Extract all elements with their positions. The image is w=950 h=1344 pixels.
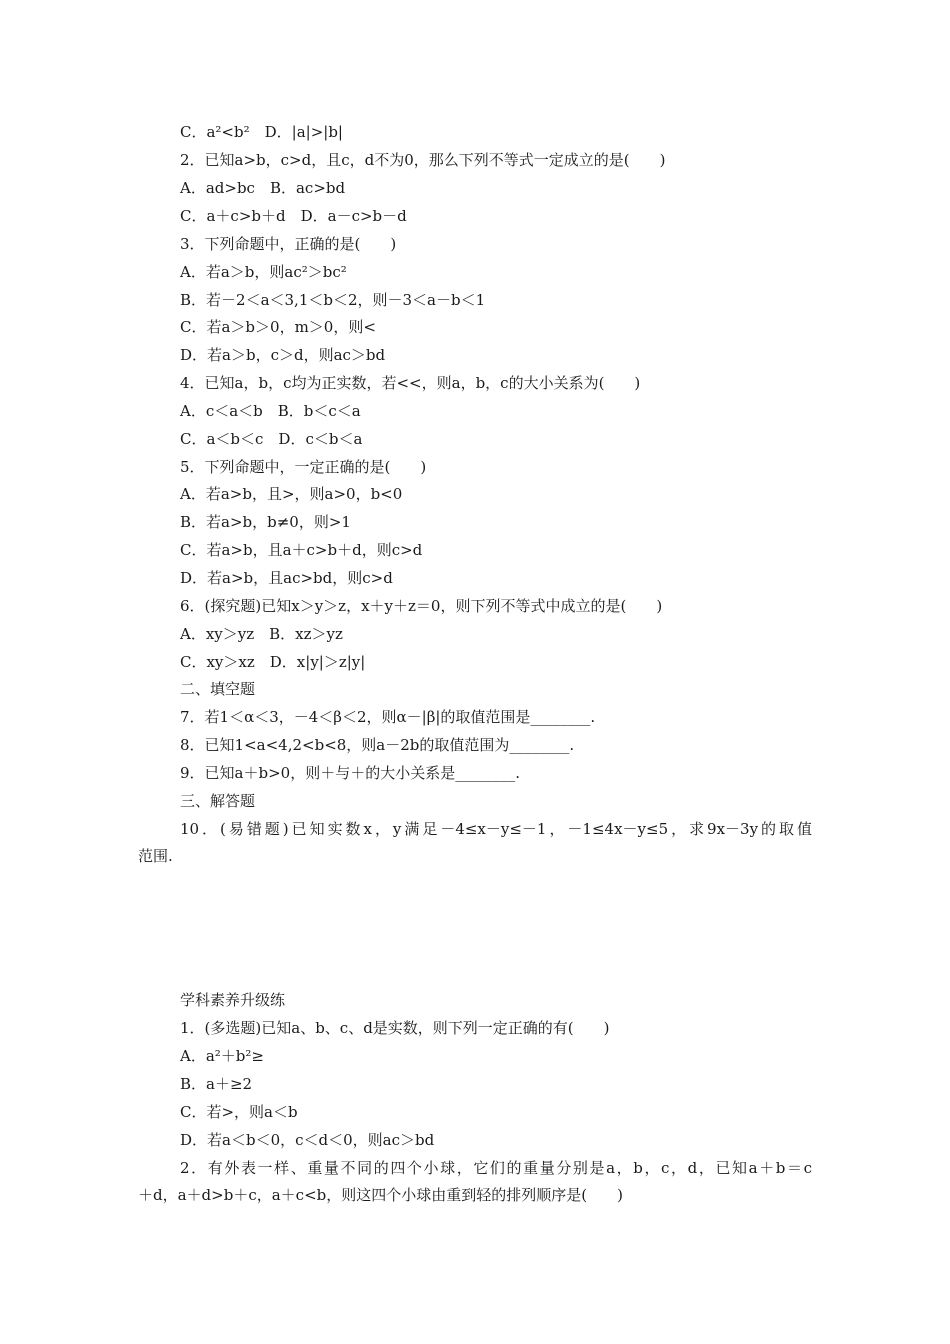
question-2: 2．已知a>b，c>d，且c，d不为0，那么下列不等式一定成立的是( ) xyxy=(180,151,666,169)
option-line-q4-cd: C．a＜b＜c D．c＜b＜a xyxy=(180,430,363,448)
question-10: 10．(易错题)已知实数x，y满足－4≤x－y≤－1，－1≤4x－y≤5，求9x－3y的取值 xyxy=(180,820,812,838)
literacy-option-q1-d: D．若a＜b＜0，c＜d＜0，则ac＞bd xyxy=(180,1131,435,1149)
option-line-q2-ab: A．ad>bc B．ac>bd xyxy=(180,179,346,197)
option-q5-a: A．若a>b，且>，则a>0，b<0 xyxy=(180,485,403,503)
literacy-option-q1-c: C．若>，则a＜b xyxy=(180,1103,298,1121)
option-q3-d: D．若a＞b，c＞d，则ac＞bd xyxy=(180,346,386,364)
literacy-question-2: 2．有外表一样、重量不同的四个小球，它们的重量分别是a，b，c，d，已知a＋b＝c xyxy=(180,1159,812,1177)
question-10-continued: 范围. xyxy=(138,847,173,865)
question-4: 4．已知a，b，c均为正实数，若<<，则a，b，c的大小关系为( ) xyxy=(180,374,641,392)
section-heading-answer: 三、解答题 xyxy=(180,792,256,810)
option-q3-c: C．若a＞b＞0，m＞0，则< xyxy=(180,318,376,336)
question-5: 5．下列命题中，一定正确的是( ) xyxy=(180,458,427,476)
option-q3-a: A．若a＞b，则ac²＞bc² xyxy=(180,263,347,281)
option-line-q6-cd: C．xy＞xz D．x|y|＞z|y| xyxy=(180,653,366,671)
option-line-q1-cd: C．a²<b² D．|a|>|b| xyxy=(180,123,343,141)
section-heading-literacy: 学科素养升级练 xyxy=(180,991,286,1009)
option-line-q6-ab: A．xy＞yz B．xz＞yz xyxy=(180,625,343,643)
question-6: 6．(探究题)已知x＞y＞z，x＋y＋z＝0，则下列不等式中成立的是( ) xyxy=(180,597,663,615)
option-q5-d: D．若a>b，且ac>bd，则c>d xyxy=(180,569,393,587)
section-heading-fill-in: 二、填空题 xyxy=(180,680,256,698)
option-line-q4-ab: A．c＜a＜b B．b＜c＜a xyxy=(180,402,361,420)
option-line-q2-cd: C．a＋c>b＋d D．a－c>b－d xyxy=(180,207,407,225)
literacy-option-q1-b: B．a＋≥2 xyxy=(180,1075,253,1093)
question-9: 9．已知a＋b>0，则＋与＋的大小关系是________. xyxy=(180,764,520,782)
option-q3-b: B．若－2＜a＜3,1＜b＜2，则－3＜a－b＜1 xyxy=(180,291,486,309)
literacy-option-q1-a: A．a²＋b²≥ xyxy=(180,1047,264,1065)
question-8: 8．已知1<a<4,2<b<8，则a－2b的取值范围为________. xyxy=(180,736,575,754)
literacy-question-1: 1．(多选题)已知a、b、c、d是实数，则下列一定正确的有( ) xyxy=(180,1019,610,1037)
literacy-question-2-continued: ＋d，a＋d>b＋c，a＋c<b，则这四个小球由重到轻的排列顺序是( ) xyxy=(138,1186,623,1204)
question-7: 7．若1＜α＜3，－4＜β＜2，则α－|β|的取值范围是________. xyxy=(180,708,596,726)
question-3: 3．下列命题中，正确的是( ) xyxy=(180,235,397,253)
option-q5-b: B．若a>b，b≠0，则>1 xyxy=(180,513,351,531)
option-q5-c: C．若a>b，且a＋c>b＋d，则c>d xyxy=(180,541,423,559)
